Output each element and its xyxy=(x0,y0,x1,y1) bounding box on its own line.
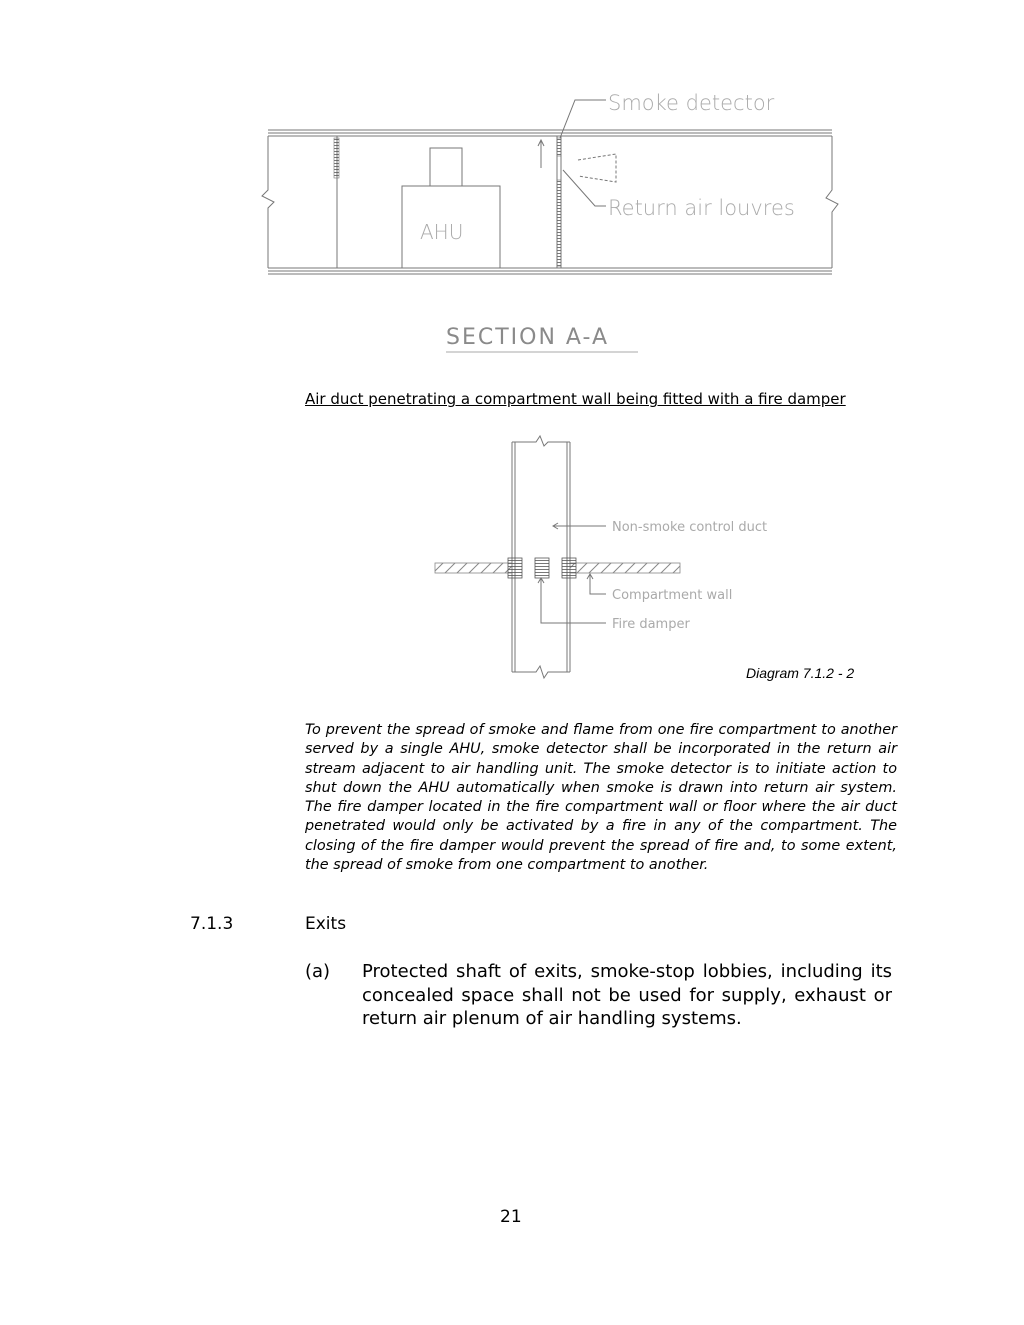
explanatory-paragraph: To prevent the spread of smoke and flame from one fire compartment to another served by a single AHU, smoke detector shall be incorporated in the return air stream adjacent to air handling unit. The smoke detector is to initiate action to shut down the AHU automatically when smoke is drawn into return air system. The fire damper located in the fire compartment wall or floor where the air duct penetrated would only be activated by a fire in any of the compartment. The closing of the fire damper would prevent the spread of fire and, to some extent, the spread of smoke from one compartment to another. xyxy=(305,722,897,874)
section-a-a-drawing xyxy=(0,0,1024,360)
list-item-label: (a) xyxy=(305,961,331,982)
smoke-detector-label: Smoke detector xyxy=(608,91,775,115)
section-number: 7.1.3 xyxy=(190,914,234,934)
diagram-number: Diagram 7.1.2 - 2 xyxy=(746,665,855,681)
return-air-louvres-label: Return air louvres xyxy=(608,196,795,220)
section-heading: SECTION A-A xyxy=(446,325,609,350)
fire-damper-drawing xyxy=(0,430,1024,690)
compartment-wall-label: Compartment wall xyxy=(612,588,733,603)
list-item-text: Protected shaft of exits, smoke-stop lobbies, including its concealed space shall not be used for supply, exhaust or return air plenum of air handling systems. xyxy=(362,961,892,1029)
non-smoke-control-duct-label: Non-smoke control duct xyxy=(612,520,768,535)
ahu-label: AHU xyxy=(420,220,464,244)
page-number: 21 xyxy=(500,1207,522,1227)
figure-caption: Air duct penetrating a compartment wall being fitted with a fire damper xyxy=(305,390,846,408)
section-title: Exits xyxy=(305,914,347,934)
fire-damper-label: Fire damper xyxy=(612,617,690,632)
